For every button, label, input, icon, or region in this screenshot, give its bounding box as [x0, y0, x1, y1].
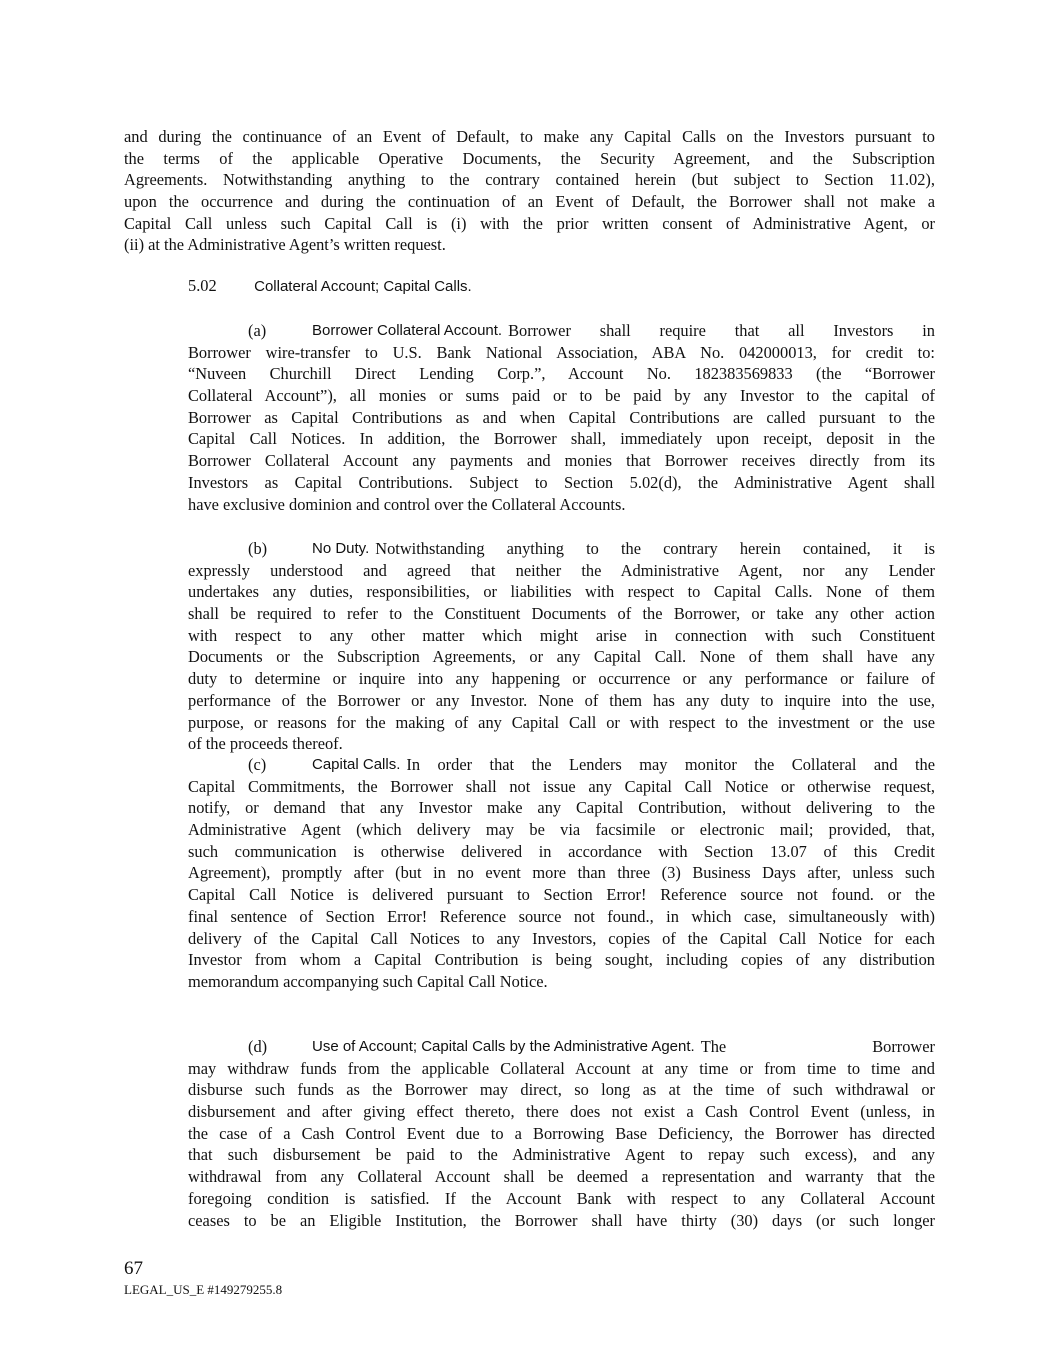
text-segment: The Borrower — [700, 1037, 935, 1056]
text-line: Agreements. Notwithstanding anything to the contrary contained herein (but subject to Section 11.02), — [124, 170, 935, 190]
text-line: (ii) at the Administrative Agent’s written request. — [124, 235, 446, 255]
text-line: withdrawal from any Collateral Account shall be deemed a representation and warranty that the — [188, 1167, 935, 1187]
text-line: Capital Call unless such Capital Call is (i) with the prior written consent of Administrative Agent, or — [124, 213, 935, 233]
paragraph-heading: Borrower Collateral Account. — [312, 322, 503, 339]
section-title: Collateral Account; Capital Calls. — [254, 278, 472, 295]
text-line: the case of a Cash Control Event due to a Borrowing Base Deficiency, the Borrower has directed — [188, 1123, 935, 1143]
page-number: 67 — [124, 1258, 143, 1279]
text-line: Investor from whom a Capital Contribution is being sought, including copies of any distribution — [188, 950, 935, 970]
text-line: “Nuveen Churchill Direct Lending Corp.”, Account No. 182383569833 (the “Borrower — [188, 364, 935, 384]
text-line: may withdraw funds from the applicable Collateral Account at any time or from time to time and — [188, 1058, 935, 1078]
text-line: Administrative Agent (which delivery may be via facsimile or electronic mail; provided, that, — [188, 820, 935, 840]
text-line: such communication is otherwise delivered in accordance with Section 13.07 of this Credit — [188, 841, 935, 861]
text-line: ceases to be an Eligible Institution, the Borrower shall have thirty (30) days (or such longer — [188, 1210, 935, 1230]
text-line: foregoing condition is satisfied. If the Account Bank with respect to any Collateral Account — [188, 1188, 935, 1208]
text-line: of the proceeds thereof. — [188, 734, 343, 754]
paragraph-heading: No Duty. — [312, 540, 370, 557]
section-heading — [188, 276, 472, 296]
text-line: Agreement), promptly after (but in no event more than three (3) Business Days after, unless such — [188, 863, 935, 883]
paragraph-label: (d) — [248, 1037, 268, 1056]
text-segment: Notwithstanding anything to the contrary herein contained, it is — [375, 539, 935, 558]
text-line: disburse such funds as the Borrower may direct, so long as at the time of such withdrawal or — [188, 1080, 935, 1100]
text-line: Collateral Account”), all monies or sums paid or to be paid by any Investor to the capital of — [188, 386, 935, 406]
text-line: Documents or the Subscription Agreements, or any Capital Call. None of them shall have any — [188, 647, 935, 667]
intro-paragraph — [124, 126, 935, 256]
text-line: delivery of the Capital Call Notices to any Investors, copies of the Capital Call Notice for each — [188, 928, 935, 948]
text-line: Capital Call Notices. In addition, the Borrower shall, immediately upon receipt, deposit in the — [188, 429, 935, 449]
text-line: the terms of the applicable Operative Documents, the Security Agreement, and the Subscription — [124, 148, 935, 168]
text-segment: In order that the Lenders may monitor the Collateral and the — [406, 755, 935, 774]
paragraph-a — [188, 320, 935, 515]
text-line: Capital Commitments, the Borrower shall not issue any Capital Call Notice or otherwise request, — [188, 776, 935, 796]
text-line: Borrower as Capital Contributions as and when Capital Contributions are called pursuant to the — [188, 407, 935, 427]
text-line: Capital Call Notice is delivered pursuant to Section Error! Reference source not found. or the — [188, 885, 935, 905]
text-line: and during the continuance of an Event of Default, to make any Capital Calls on the Investors pursuant to — [124, 127, 935, 146]
paragraph-d — [188, 1036, 935, 1231]
text-line: final sentence of Section Error! Reference source not found., in which case, simultaneously with) — [188, 906, 935, 926]
paragraph-heading: Capital Calls. — [312, 756, 401, 773]
text-line: duty to determine or inquire into any happening or occurrence or any performance or failure of — [188, 669, 935, 689]
text-line: have exclusive dominion and control over the Collateral Accounts. — [188, 494, 626, 514]
paragraph-label: (c) — [248, 755, 267, 774]
section-number: 5.02 — [188, 276, 217, 295]
text-segment: Borrower shall require that all Investors in — [508, 321, 935, 340]
text-line: that such disbursement be paid to the Administrative Agent to repay such excess), and any — [188, 1145, 935, 1165]
text-line: memorandum accompanying such Capital Call Notice. — [188, 971, 548, 991]
paragraph-first-line — [188, 1036, 935, 1058]
paragraph-c — [188, 754, 935, 993]
paragraph-label: (a) — [248, 321, 267, 340]
text-line: undertakes any duties, responsibilities, or liabilities with respect to Capital Calls. None of them — [188, 582, 935, 602]
paragraph-first-line — [188, 538, 935, 560]
paragraph-first-line — [188, 754, 935, 776]
paragraph-heading: Use of Account; Capital Calls by the Administrative Agent. — [312, 1038, 695, 1055]
text-line: Investors as Capital Contributions. Subject to Section 5.02(d), the Administrative Agent shall — [188, 472, 935, 492]
text-line: purpose, or reasons for the making of any Capital Call or with respect to the investment or the use — [188, 712, 935, 732]
text-line: upon the occurrence and during the continuation of an Event of Default, the Borrower shall not make a — [124, 192, 935, 212]
text-line: notify, or demand that any Investor make any Capital Contribution, without delivering to the — [188, 798, 935, 818]
text-line: performance of the Borrower or any Investor. None of them has any duty to inquire into the use, — [188, 690, 935, 710]
document-id: LEGAL_US_E #149279255.8 — [124, 1282, 283, 1297]
text-line: Borrower Collateral Account any payments and monies that Borrower receives directly from its — [188, 451, 935, 471]
text-line: shall be required to refer to the Constituent Documents of the Borrower, or take any other action — [188, 604, 935, 624]
text-line: Borrower wire-transfer to U.S. Bank National Association, ABA No. 042000013, for credit to: — [188, 342, 935, 362]
paragraph-label: (b) — [248, 539, 268, 558]
text-line: expressly understood and agreed that neither the Administrative Agent, nor any Lender — [188, 560, 935, 580]
paragraph-first-line — [188, 320, 935, 342]
text-line: with respect to any other matter which might arise in connection with such Constituent — [188, 625, 935, 645]
paragraph-b — [188, 538, 935, 755]
text-line: disbursement and after giving effect thereto, there does not exist a Cash Control Event (unless, in — [188, 1102, 935, 1122]
